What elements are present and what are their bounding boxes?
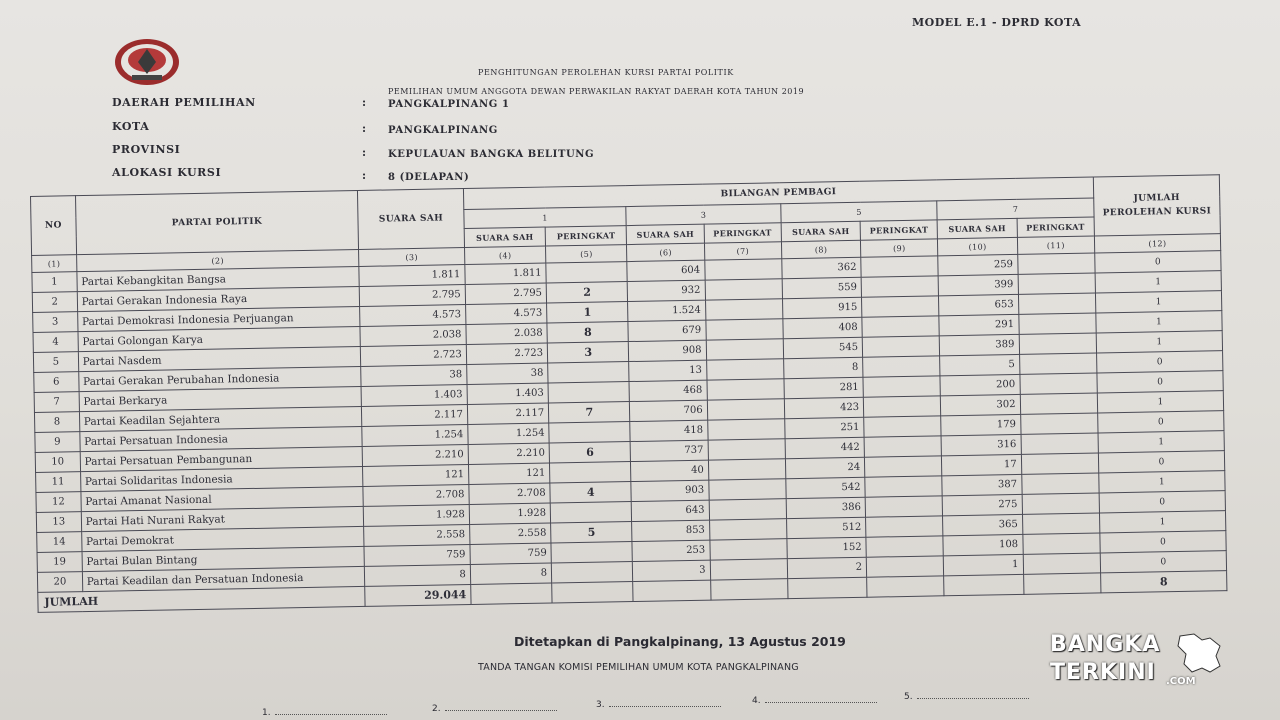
info-value: KEPULAUAN BANGKA BELITUNG <box>388 149 595 160</box>
kpu-logo-icon <box>112 36 182 88</box>
cell-party: Partai Golongan Karya <box>78 326 361 351</box>
cell-r1: 6 <box>549 442 631 463</box>
cell-s1: 121 <box>468 463 550 484</box>
cell-s5: 408 <box>783 317 863 338</box>
header-suara: SUARA SAH <box>358 189 465 250</box>
header-div-1: 1 <box>464 207 627 229</box>
cell-s7: 302 <box>941 394 1021 415</box>
vote-table <box>30 174 1227 613</box>
cell-s3: 853 <box>632 520 710 541</box>
cell-s5: 423 <box>784 397 864 418</box>
cell-kursi: 1 <box>1096 311 1222 333</box>
vote-table-wrapper <box>30 174 1227 613</box>
cell-s1: 1.928 <box>469 503 551 524</box>
cell-s5: 915 <box>782 297 862 318</box>
cell-kursi: 1 <box>1096 331 1222 353</box>
cell-s7: 291 <box>939 314 1019 335</box>
cell-s3: 903 <box>631 480 709 501</box>
cell-s7: 399 <box>938 274 1018 295</box>
cell-r5 <box>862 316 940 337</box>
cell-party: Partai Bulan Bintang <box>82 546 365 571</box>
cell-party: Partai Amanat Nasional <box>81 486 364 511</box>
header-div-5: 5 <box>781 201 938 223</box>
tanda-tangan-text: TANDA TANGAN KOMISI PEMILIHAN UMUM KOTA PANGKALPINANG <box>478 662 799 673</box>
cell-kursi: 0 <box>1095 251 1221 273</box>
cell-r3 <box>706 339 784 360</box>
signature-number: 5. <box>904 692 913 702</box>
cell-s1: 8 <box>470 563 552 584</box>
cell-no: 7 <box>34 392 79 413</box>
info-sep: : <box>362 146 367 159</box>
cell-s1: 2.117 <box>467 403 549 424</box>
cell-s7: 387 <box>942 474 1022 495</box>
signature-line <box>262 708 387 718</box>
ditetapkan-text: Ditetapkan di Pangkalpinang, 13 Agustus 2019 <box>514 634 846 649</box>
document-subtitle: PEMILIHAN UMUM ANGGOTA DEWAN PERWAKILAN RAKYAT DAERAH KOTA TAHUN 2019 <box>388 87 805 96</box>
cell-s3: 3 <box>633 560 711 581</box>
watermark-line2: TERKINI <box>1050 660 1156 685</box>
cell-r1 <box>551 562 633 583</box>
signature-line <box>432 704 557 714</box>
cell-s1: 1.403 <box>467 383 549 404</box>
cell-r5 <box>864 436 942 457</box>
cell-r1 <box>550 462 632 483</box>
cell-r7 <box>1021 453 1099 474</box>
cell-party: Partai Gerakan Indonesia Raya <box>77 286 360 311</box>
watermark-suffix: .COM <box>1166 676 1196 687</box>
cell-r3 <box>709 499 787 520</box>
cell-r3 <box>707 379 785 400</box>
signature-number: 3. <box>596 700 605 710</box>
cell-r7 <box>1017 253 1095 274</box>
cell-s5: 442 <box>785 437 865 458</box>
signature-line <box>752 696 877 706</box>
cell-no: 8 <box>34 412 79 433</box>
cell-r5 <box>865 496 943 517</box>
cell-suara: 759 <box>364 544 470 566</box>
cell-r3 <box>705 299 783 320</box>
cell-party: Partai Keadilan dan Persatuan Indonesia <box>82 566 365 591</box>
cell-r7 <box>1019 353 1097 374</box>
cell-no: 10 <box>35 452 80 473</box>
cell-s7: 108 <box>943 534 1023 555</box>
cell-no: 20 <box>37 572 82 593</box>
header-bilangan: BILANGAN PEMBAGI <box>463 177 1093 210</box>
cell-s1: 2.038 <box>466 323 548 344</box>
col-number: (7) <box>704 242 782 260</box>
cell-kursi: 1 <box>1095 271 1221 293</box>
cell-kursi: 0 <box>1100 551 1226 573</box>
cell-suara: 2.558 <box>364 525 470 547</box>
cell-r7 <box>1023 553 1101 574</box>
cell-s5: 281 <box>784 377 864 398</box>
cell-r1: 8 <box>547 322 629 343</box>
cell-party: Partai Kebangkitan Bangsa <box>77 266 360 291</box>
cell-s5: 24 <box>785 457 865 478</box>
cell-r1 <box>550 502 632 523</box>
cell-r3 <box>705 279 783 300</box>
cell-suara: 2.723 <box>361 345 467 367</box>
cell-party: Partai Persatuan Indonesia <box>80 426 363 451</box>
cell-s3: 908 <box>629 340 707 361</box>
cell-r3 <box>709 519 787 540</box>
cell-suara: 1.254 <box>362 425 468 447</box>
col-number: (6) <box>627 243 705 261</box>
cell-r5 <box>866 556 944 577</box>
cell-r3 <box>706 319 784 340</box>
cell-r1: 4 <box>550 482 632 503</box>
cell-party: Partai Nasdem <box>78 346 361 371</box>
header-no: NO <box>31 196 77 256</box>
header-div-3: 3 <box>626 204 781 226</box>
cell-party: Partai Solidaritas Indonesia <box>80 466 363 491</box>
cell-no: 12 <box>36 492 81 513</box>
bangka-terkini-watermark <box>1050 632 1226 692</box>
watermark-line1: BANGKA <box>1050 632 1161 657</box>
cell-s3: 679 <box>628 320 706 341</box>
cell-s3: 643 <box>632 500 710 521</box>
cell-r7 <box>1019 333 1097 354</box>
cell-r1 <box>549 422 631 443</box>
cell-kursi: 1 <box>1099 471 1225 493</box>
cell-kursi: 1 <box>1099 511 1225 533</box>
info-value: PANGKALPINANG 1 <box>388 99 510 110</box>
cell-r7 <box>1022 533 1100 554</box>
cell-r3 <box>707 399 785 420</box>
info-key: KOTA <box>112 120 150 133</box>
cell-r5 <box>864 416 942 437</box>
cell-r5 <box>866 536 944 557</box>
info-sep: : <box>362 96 367 109</box>
cell-no: 5 <box>33 352 78 373</box>
cell-r3 <box>710 539 788 560</box>
cell-s5: 251 <box>785 417 865 438</box>
header-suara-sah: SUARA SAH <box>464 227 546 247</box>
cell-s5: 8 <box>783 357 863 378</box>
signature-number: 1. <box>262 708 271 718</box>
cell-s5: 2 <box>787 557 867 578</box>
cell-s5: 542 <box>786 477 866 498</box>
signature-line <box>904 692 1029 702</box>
cell-r1 <box>548 362 630 383</box>
header-peringkat: PERINGKAT <box>545 226 627 246</box>
cell-r1 <box>546 262 628 283</box>
header-suara-sah: SUARA SAH <box>627 224 705 244</box>
info-key: ALOKASI KURSI <box>112 166 222 179</box>
cell-no: 2 <box>32 292 77 313</box>
cell-r3 <box>707 419 785 440</box>
cell-s1: 4.573 <box>465 303 547 324</box>
cell-suara: 1.811 <box>359 265 465 287</box>
cell-party: Partai Demokrasi Indonesia Perjuangan <box>77 306 360 331</box>
cell-s1: 2.795 <box>465 283 547 304</box>
cell-s3: 468 <box>629 380 707 401</box>
cell-r7 <box>1018 313 1096 334</box>
col-number: (9) <box>861 239 939 257</box>
cell-no: 11 <box>36 472 81 493</box>
cell-r7 <box>1020 393 1098 414</box>
cell-s7: 1 <box>944 554 1024 575</box>
col-number: (4) <box>464 246 546 264</box>
model-label: MODEL E.1 - DPRD KOTA <box>912 16 1082 29</box>
cell-suara: 38 <box>361 365 467 387</box>
cell-r7 <box>1021 433 1099 454</box>
cell-s7: 179 <box>941 414 1021 435</box>
document-title: PENGHITUNGAN PEROLEHAN KURSI PARTAI POLITIK <box>478 68 734 77</box>
cell-kursi: 0 <box>1097 371 1223 393</box>
cell-r7 <box>1020 413 1098 434</box>
cell-r7 <box>1021 473 1099 494</box>
cell-r1 <box>551 542 633 563</box>
header-peringkat: PERINGKAT <box>1017 217 1095 237</box>
cell-s3: 932 <box>628 280 706 301</box>
cell-s7: 316 <box>941 434 1021 455</box>
total-label: JUMLAH <box>38 586 365 612</box>
info-value: 8 (DELAPAN) <box>388 172 470 183</box>
cell-kursi: 1 <box>1098 431 1224 453</box>
cell-s5: 362 <box>782 257 862 278</box>
signature-line <box>596 700 721 710</box>
cell-r1: 5 <box>551 522 633 543</box>
cell-r3 <box>708 459 786 480</box>
cell-r7 <box>1022 513 1100 534</box>
cell-r7 <box>1018 293 1096 314</box>
cell-s3: 253 <box>632 540 710 561</box>
cell-suara: 2.210 <box>362 445 468 467</box>
info-value: PANGKALPINANG <box>388 125 498 136</box>
cell-suara: 121 <box>363 465 469 487</box>
cell-s7: 200 <box>940 374 1020 395</box>
cell-r3 <box>708 439 786 460</box>
col-number: (12) <box>1094 234 1220 253</box>
cell-no: 1 <box>32 272 77 293</box>
header-suara-sah: SUARA SAH <box>781 221 861 241</box>
cell-s1: 759 <box>470 543 552 564</box>
cell-s5: 559 <box>782 277 862 298</box>
cell-s3: 604 <box>627 260 705 281</box>
cell-s7: 5 <box>940 354 1020 375</box>
col-number: (11) <box>1017 236 1095 254</box>
cell-r1: 2 <box>546 282 628 303</box>
cell-s1: 1.254 <box>468 423 550 444</box>
cell-s1: 2.210 <box>468 443 550 464</box>
cell-party: Partai Hati Nurani Rakyat <box>81 506 364 531</box>
col-number: (1) <box>32 255 77 273</box>
col-number: (8) <box>781 240 861 258</box>
cell-s7: 389 <box>940 334 1020 355</box>
cell-suara: 2.117 <box>362 405 468 427</box>
cell-suara: 2.038 <box>360 325 466 347</box>
cell-s7: 365 <box>943 514 1023 535</box>
cell-no: 19 <box>37 552 82 573</box>
header-jumlah: JUMLAH PEROLEHAN KURSI <box>1093 175 1220 236</box>
cell-kursi: 0 <box>1099 491 1225 513</box>
cell-s3: 1.524 <box>628 300 706 321</box>
cell-suara: 8 <box>365 564 471 586</box>
cell-suara: 2.708 <box>363 485 469 507</box>
cell-r7 <box>1022 493 1100 514</box>
cell-no: 9 <box>35 432 80 453</box>
cell-s3: 40 <box>631 460 709 481</box>
cell-r5 <box>862 336 940 357</box>
signature-number: 4. <box>752 696 761 706</box>
cell-party: Partai Berkarya <box>79 386 362 411</box>
cell-s1: 2.558 <box>469 523 551 544</box>
cell-party: Partai Keadilan Sejahtera <box>79 406 362 431</box>
cell-r7 <box>1020 373 1098 394</box>
col-number: (5) <box>546 245 628 263</box>
info-sep: : <box>362 122 367 135</box>
total-kursi: 8 <box>1100 571 1226 593</box>
cell-r1: 1 <box>547 302 629 323</box>
total-suara: 29.044 <box>365 584 471 606</box>
cell-r5 <box>861 256 939 277</box>
cell-no: 6 <box>34 372 79 393</box>
cell-kursi: 0 <box>1096 351 1222 373</box>
cell-s1: 2.708 <box>469 483 551 504</box>
cell-s5: 512 <box>786 517 866 538</box>
cell-kursi: 0 <box>1098 451 1224 473</box>
cell-kursi: 1 <box>1097 391 1223 413</box>
cell-no: 3 <box>33 312 78 333</box>
cell-s7: 17 <box>942 454 1022 475</box>
cell-r3 <box>706 359 784 380</box>
cell-kursi: 0 <box>1100 531 1226 553</box>
cell-r5 <box>865 456 943 477</box>
cell-r3 <box>704 259 782 280</box>
cell-suara: 1.403 <box>361 385 467 407</box>
info-key: PROVINSI <box>112 143 181 156</box>
header-peringkat: PERINGKAT <box>860 220 938 240</box>
header-partai: PARTAI POLITIK <box>75 190 359 254</box>
cell-party: Partai Gerakan Perubahan Indonesia <box>78 366 361 391</box>
col-number: (10) <box>938 237 1018 255</box>
cell-r5 <box>863 376 941 397</box>
cell-s3: 418 <box>630 420 708 441</box>
header-peringkat: PERINGKAT <box>704 223 782 243</box>
cell-s1: 1.811 <box>465 263 547 284</box>
signature-number: 2. <box>432 704 441 714</box>
cell-r5 <box>862 296 940 317</box>
cell-r7 <box>1018 273 1096 294</box>
cell-s5: 386 <box>786 497 866 518</box>
cell-party: Partai Persatuan Pembangunan <box>80 446 363 471</box>
cell-r5 <box>865 476 943 497</box>
cell-s5: 152 <box>787 537 867 558</box>
header-suara-sah: SUARA SAH <box>937 218 1017 238</box>
header-div-7: 7 <box>937 198 1094 220</box>
cell-s7: 259 <box>938 254 1018 275</box>
cell-s1: 38 <box>467 363 549 384</box>
cell-party: Partai Demokrat <box>81 526 364 551</box>
cell-s3: 13 <box>629 360 707 381</box>
cell-r5 <box>861 276 939 297</box>
cell-r1 <box>548 382 630 403</box>
col-number: (2) <box>76 249 359 271</box>
cell-no: 4 <box>33 332 78 353</box>
cell-s3: 737 <box>631 440 709 461</box>
cell-suara: 2.795 <box>359 285 465 307</box>
cell-r5 <box>863 356 941 377</box>
cell-suara: 4.573 <box>360 305 466 327</box>
cell-suara: 1.928 <box>363 505 469 527</box>
cell-s3: 706 <box>630 400 708 421</box>
cell-s5: 545 <box>783 337 863 358</box>
col-number: (3) <box>359 248 465 267</box>
cell-s7: 275 <box>942 494 1022 515</box>
cell-no: 13 <box>36 512 81 533</box>
bangka-island-icon <box>1174 632 1224 676</box>
cell-s7: 653 <box>939 294 1019 315</box>
cell-r5 <box>866 516 944 537</box>
cell-kursi: 1 <box>1095 291 1221 313</box>
info-key: DAERAH PEMILIHAN <box>112 96 256 109</box>
cell-r5 <box>863 396 941 417</box>
cell-r1: 3 <box>547 342 629 363</box>
cell-r3 <box>708 479 786 500</box>
cell-r3 <box>710 559 788 580</box>
cell-r1: 7 <box>549 402 631 423</box>
cell-s1: 2.723 <box>466 343 548 364</box>
cell-kursi: 0 <box>1098 411 1224 433</box>
cell-no: 14 <box>37 532 82 553</box>
info-sep: : <box>362 169 367 182</box>
